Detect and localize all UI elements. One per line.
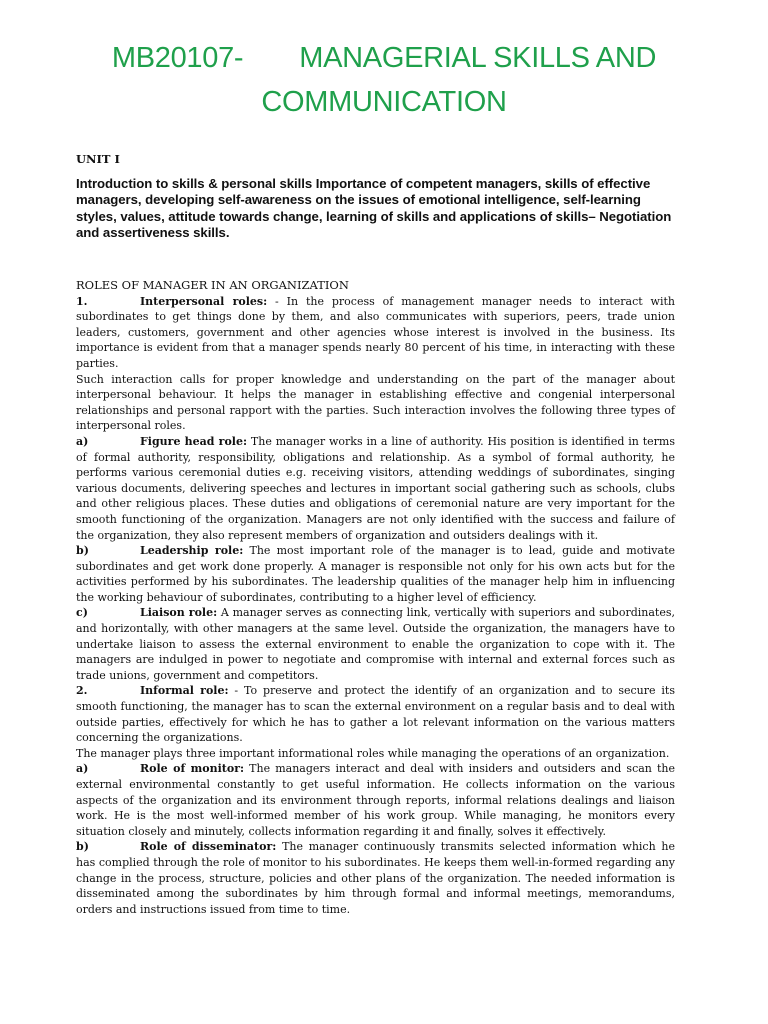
paragraph-role-of-disseminator [76,839,675,917]
paragraph-liaison-role [76,605,675,683]
paragraph-interaction: Such interaction calls for proper knowledge and understanding on the part of the manager about interpersonal behaviour. It helps the manager in establishing effective and congenial interpersonal relationships and personal rapport with the parties. Such interaction involves the following three types of interpersonal roles. [76,372,675,433]
item-label: Role of disseminator: [140,840,277,854]
paragraph-leadership-role [76,543,675,605]
item-label: Figure head role: [140,434,248,448]
item-number: 2. [76,684,88,698]
item-label: Role of monitor: [140,762,245,776]
item-label: Interpersonal roles: [140,294,268,308]
item-text: A manager serves as connecting link, vertically with superiors and subordinates, and horizontally, with other managers at the same level. Outside the organization, the managers have to undertake liaison to assess the external environment to enable the organization to cope with it. The managers are indulged in power to negotiate and compromise with internal and external forces such as trade unions, government and competitors. [76,606,676,682]
course-title-part1: MANAGERIAL SKILLS AND [299,42,657,74]
section-body [76,278,675,917]
paragraph-informational-roles: The manager plays three important informational roles while managing the operations of an organization. [76,746,670,760]
paragraph-role-of-monitor [76,761,675,839]
title-line-1 [60,36,708,80]
unit-label: UNIT I [76,152,120,166]
item-text: The managers interact and deal with insiders and outsiders and scan the external environmental constantly to get useful information. He collects information on the various aspects of the organization and its environment through reports, informal relations dealings and liaison work. He is the most well-informed member of his work group. While managing, he monitors every situation closely and minutely, collects information regarding it and finally, solves it effectively. [76,762,676,838]
item-number: a) [76,762,89,776]
paragraph-informal-role [76,683,675,745]
item-text: - To preserve and protect the identify of an organization and to secure its smooth functioning, the manager has to scan the external environment on a regular basis and to deal with outside parties, effectively for which he has to gather a lot relevant information on the various matters concerning the organizations. [76,684,675,745]
paragraph-interpersonal-roles [76,294,675,372]
item-label: Liaison role: [140,606,218,620]
item-label: Informal role: [140,684,229,698]
item-label: Leadership role: [140,544,244,558]
item-text: The manager continuously transmits selected information which he has complied through the role of monitor to his subordinates. He keeps them well-in-formed regarding any change in the process, structure, policies and other plans of the organization. The needed information is disseminated among the subordinates by him through formal and informal meetings, memorandums, orders and instructions issued from time to time. [76,840,676,916]
course-code: MB20107- [111,42,244,74]
item-text: - In the process of management manager needs to interact with subordinates to get things done by them, and also communicates with superiors, peers, trade union leaders, customers, government and other agencies whose interest is involved in the business. Its importance is evident from that a manager spends nearly 80 percent of his time, in interacting with these parties. [76,294,675,370]
paragraph-figure-head-role [76,434,675,543]
item-number: a) [76,434,89,448]
item-number: b) [76,840,89,854]
item-text: The manager works in a line of authority. His position is identified in terms of formal authority, responsibility, obligations and relationship. As a symbol of formal authority, he performs various ceremonial duties e.g. receiving visitors, attending weddings of subordinates, singing various documents, delivering speeches and lectures in important social gathering such as schools, clubs and other religious places. These duties and obligations of ceremonial nature are very important for the smooth functioning of the organization. Managers are not only identified with the success and failure of the organization, they also represent members of organization and outsiders dealings with it. [76,434,675,542]
item-number: 1. [76,294,88,308]
item-text: The most important role of the manager is to lead, guide and motivate subordinates and get work done properly. A manager is responsible not only for his own acts but for the activities performed by his subordinates. The leadership qualities of the manager help him in influencing the working behaviour of subordinates, contributing to a higher level of efficiency. [76,544,675,604]
item-number: b) [76,544,89,558]
section-heading: ROLES OF MANAGER IN AN ORGANIZATION [76,278,349,292]
item-number: c) [76,606,88,620]
title-line-2: COMMUNICATION [261,86,507,118]
page-title [60,36,708,124]
unit-intro: Introduction to skills & personal skills Importance of competent managers, skills of effective managers, developing self-awareness on the issues of emotional intelligence, self-learning styles, values, attitude towards change, learning of skills and applications of skills– Negotiation and assertiveness skills. [76,176,672,241]
